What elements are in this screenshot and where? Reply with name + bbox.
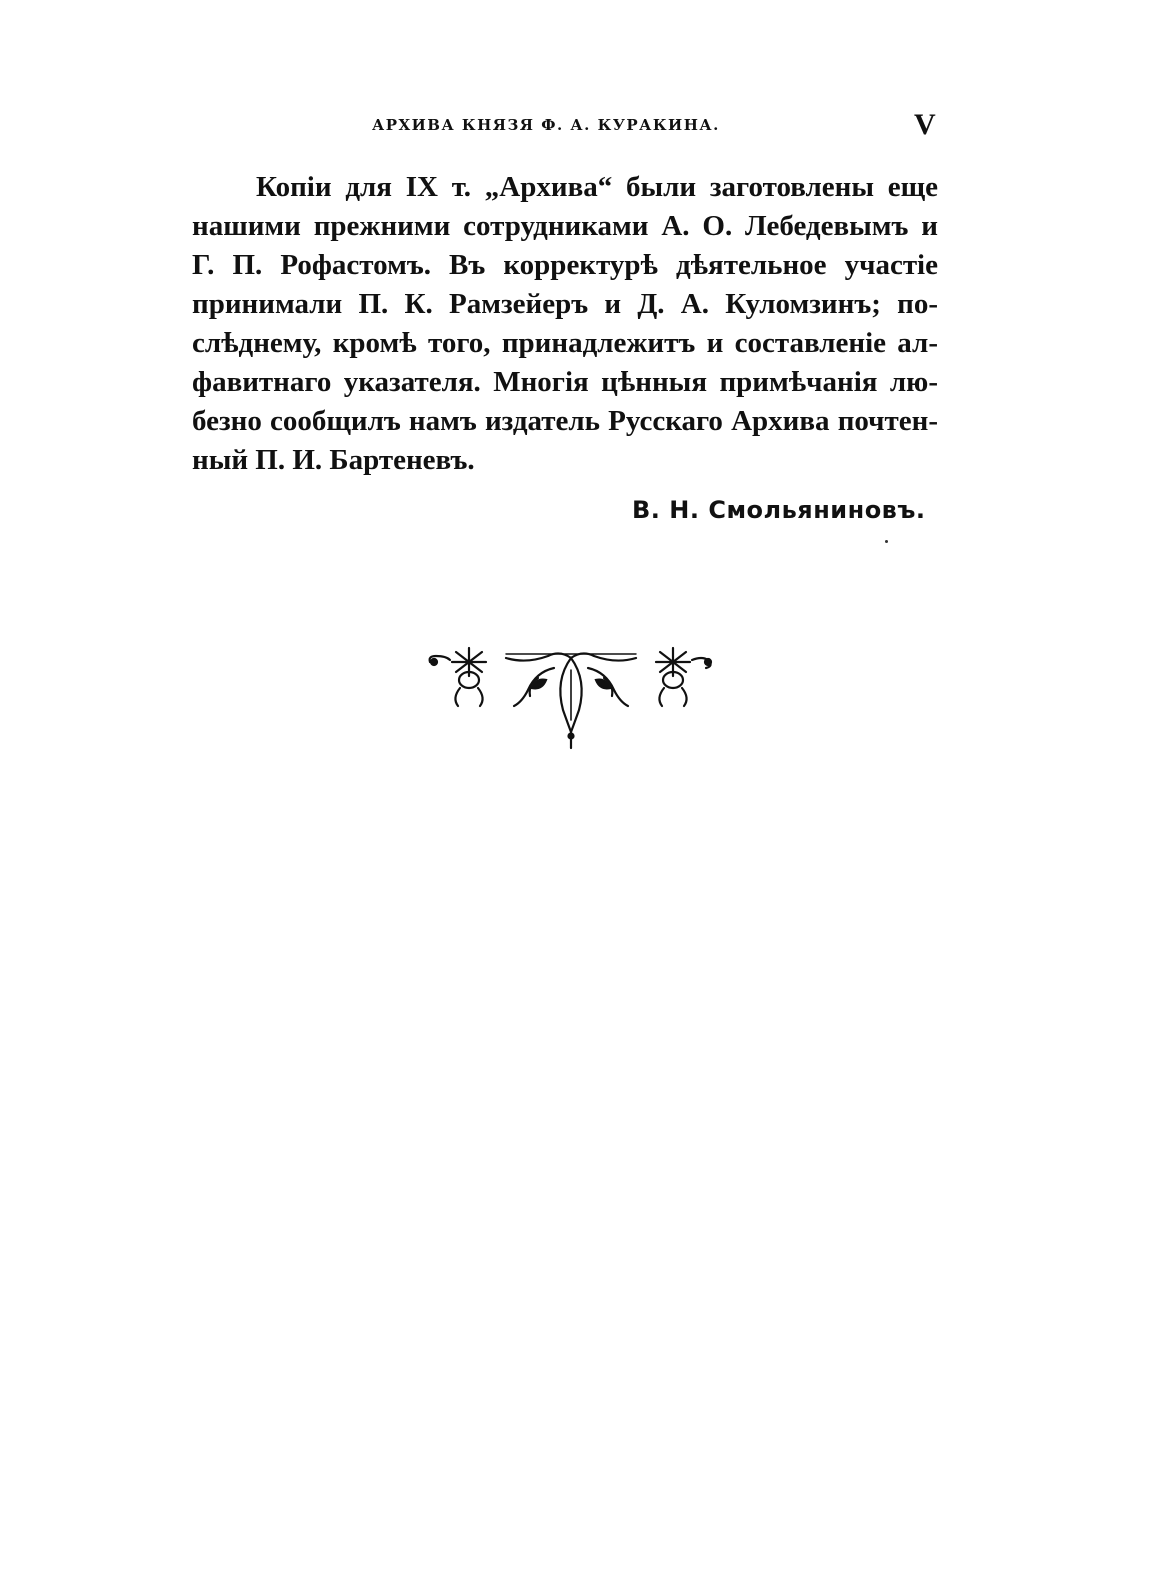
decorative-vignette-icon xyxy=(426,640,716,750)
body-paragraph xyxy=(192,168,938,480)
text-line: принимали П. К. Рамзейеръ и Д. А. Куломзинъ; по- xyxy=(192,288,938,320)
page-number: V xyxy=(914,108,936,141)
running-head: АРХИВА КНЯЗЯ Ф. А. КУРАКИНА. xyxy=(372,116,720,134)
text-line: ный П. И. Бартеневъ. xyxy=(192,444,475,476)
text-line: слѣднему, кромѣ того, принадлежитъ и составленіе ал- xyxy=(192,327,938,359)
author-signature: В. Н. Смольяниновъ. xyxy=(632,496,926,524)
text-line: нашими прежними сотрудниками А. О. Лебедевымъ и xyxy=(192,210,938,242)
text-line: безно сообщилъ намъ издатель Русскаго Архива почтен- xyxy=(192,405,938,437)
text-line: Копіи для IX т. „Архива“ были заготовлены еще xyxy=(256,171,938,203)
text-line: Г. П. Рофастомъ. Въ корректурѣ дѣятельное участіе xyxy=(192,249,938,281)
text-line: фавитнаго указателя. Многія цѣнныя примѣчанія лю- xyxy=(192,366,938,398)
print-speck xyxy=(885,540,888,543)
